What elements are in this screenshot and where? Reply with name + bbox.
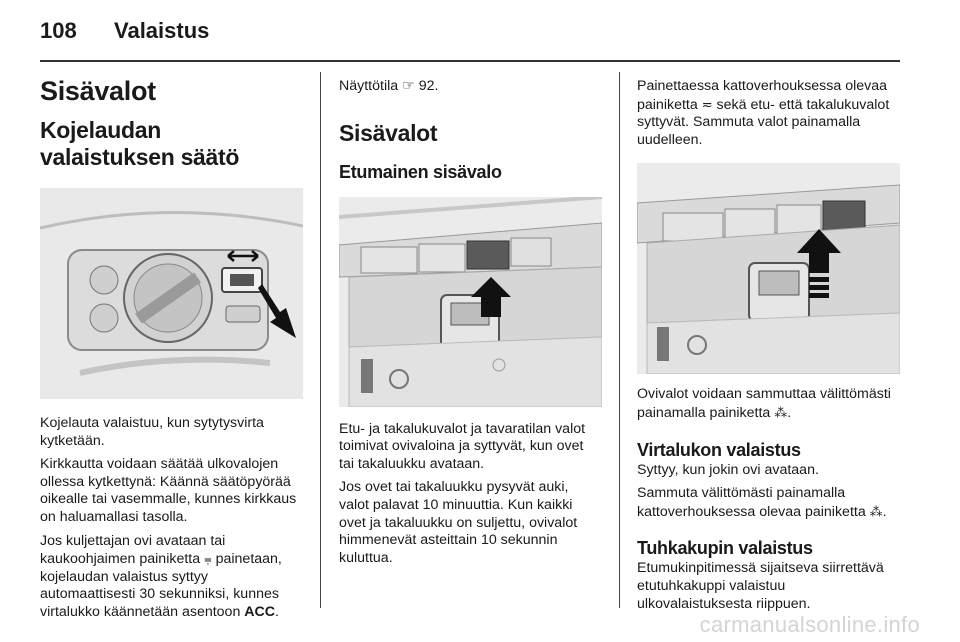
paragraph xyxy=(637,485,900,521)
column-divider xyxy=(619,72,620,608)
column-divider xyxy=(320,72,321,608)
door-light-icon: ⁂ xyxy=(774,404,788,420)
paragraph: Jos ovet tai takaluukku pysyvät auki, valot palavat 10 minuuttia. Kun kaikki ovet ja takaluukku on suljettu, ovivalot himmenevät asteittain 10 sekunnin kuluttua. xyxy=(339,479,578,566)
paragraph: Etu- ja takalukuvalot ja tavaratilan valot toimivat ovivaloina ja syttyvät, kun ovet tai takaluukku avataan. xyxy=(339,420,586,472)
header-rule xyxy=(40,60,900,62)
subsection-heading: Etumainen sisävalo xyxy=(339,161,502,182)
section-heading: Sisävalot xyxy=(339,119,438,146)
front-interior-light-figure xyxy=(339,197,602,407)
page-reference: Näyttötila ☞ 92. xyxy=(339,78,439,94)
roof-lining-button-figure xyxy=(637,163,900,374)
paragraph: Syttyy, kun jokin ovi avataan. xyxy=(637,461,819,478)
acc-label: ACC xyxy=(244,603,276,620)
dashboard-light-switch-figure xyxy=(40,188,303,399)
paragraph-text: Jos kuljettajan ovi avataan tai kaukoohjaimen painiketta xyxy=(40,532,226,568)
door-light-icon: ⁂ xyxy=(869,503,883,519)
section-heading: Sisävalot xyxy=(40,76,156,106)
column-2 xyxy=(339,72,602,567)
column-3 xyxy=(637,72,900,613)
watermark: carmanualsonline.info xyxy=(699,612,920,637)
subsection-heading: Virtalukon valaistus xyxy=(637,439,801,460)
paragraph-text: . xyxy=(882,503,887,520)
subsection-heading: Kojelaudan valaistuksen säätö xyxy=(40,117,240,170)
paragraph: Etumukinpitimessä sijaitseva siirrettävä etutuhkakuppi valaistuu ulkovalaistuksesta riippuen. xyxy=(637,560,884,612)
paragraph-text: . xyxy=(275,603,279,620)
paragraph-text: sekä etu- että takalukuvalot syttyvät. Sammuta valot painamalla uudelleen. xyxy=(637,96,890,148)
remote-key-icon: ⩦ xyxy=(204,551,212,567)
paragraph-text: Ovivalot voidaan sammuttaa välittömästi painamalla painiketta xyxy=(637,386,891,421)
paragraph-text: . xyxy=(787,404,792,421)
paragraph: Kojelauta valaistuu, kun sytytysvirta kytketään. xyxy=(40,415,264,449)
paragraph-text: Sammuta välittömästi painamalla kattoverhouksessa olevaa painiketta xyxy=(637,485,866,520)
paragraph xyxy=(40,533,303,622)
paragraph: Kirkkautta voidaan säätää ulkovalojen ollessa kytkettynä: Käännä säätöpyörää oikealle tai vasemmalle, kunnes kirkkaus on haluamallasi tasolla. xyxy=(40,456,297,525)
paragraph-text: painetaan, kojelaudan valaistus syttyy automaattisesti 30 sekunniksi, kunnes virtalukko käännetään asentoon xyxy=(40,551,282,620)
paragraph xyxy=(637,78,900,149)
page-number: 108 xyxy=(40,18,77,43)
reading-lights-icon: ≂ xyxy=(701,96,713,112)
column-1 xyxy=(40,72,303,622)
paragraph xyxy=(637,386,900,422)
subsection-heading: Tuhkakupin valaistus xyxy=(637,538,813,559)
paragraph-text: Painettaessa kattoverhouksessa olevaa painiketta xyxy=(637,78,888,113)
chapter-title: Valaistus xyxy=(114,18,210,43)
